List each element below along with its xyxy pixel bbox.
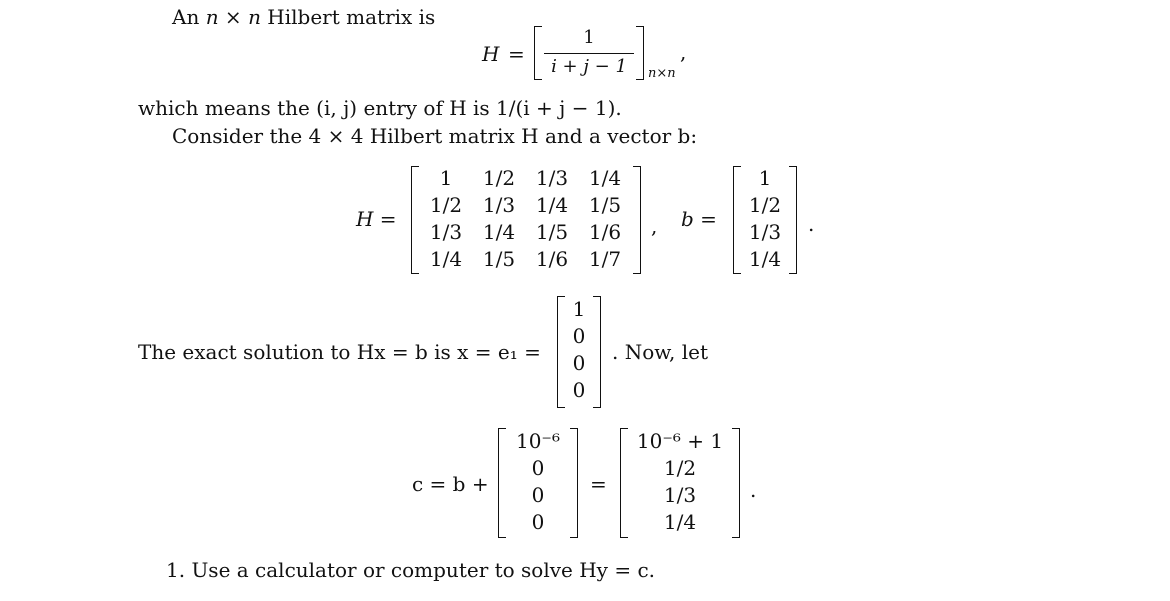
intro-prefix: An (172, 5, 206, 29)
meaning-line: which means the (i, j) entry of H is 1/(i + j − 1). (138, 96, 622, 120)
intro-suffix: Hilbert matrix is (260, 5, 436, 29)
hdef-numerator: 1 (583, 27, 595, 48)
hmatrix-cell: 1/6 (535, 247, 569, 271)
hmatrix-cell: 1/3 (535, 166, 569, 190)
b-lhs: b = (681, 207, 717, 231)
pert-cell: 0 (531, 510, 545, 534)
b-cell: 1/2 (748, 193, 782, 217)
b-cell: 1/4 (748, 247, 782, 271)
intro-n1: n (205, 5, 219, 29)
hmatrix-cell: 1/4 (482, 220, 516, 244)
hmatrix-cell: 1/3 (429, 220, 463, 244)
hmatrix-lhs: H = (356, 207, 397, 231)
result-cell: 10⁻⁶ + 1 (636, 429, 724, 453)
pert-cell: 0 (531, 456, 545, 480)
hmatrix-cell: 1/4 (588, 166, 622, 190)
result-cell: 1/2 (663, 456, 697, 480)
hdef-denominator: i + j − 1 (551, 56, 627, 77)
task-text: Use a calculator or computer to solve Hy = c. (191, 558, 656, 582)
exact-after: . Now, let (612, 340, 708, 364)
pert-cell: 0 (531, 483, 545, 507)
hmatrix-cell: 1/6 (588, 220, 622, 244)
result-cell: 1/3 (663, 483, 697, 507)
c-period: . (750, 478, 757, 502)
b-cell: 1 (758, 166, 772, 190)
task-number: 1. (166, 558, 186, 582)
hdef-fraction-line (544, 53, 634, 54)
hdef-eq: = (508, 42, 525, 66)
hmatrix-cell: 1/7 (588, 247, 622, 271)
intro-line (172, 5, 435, 29)
b-cell: 1/3 (748, 220, 782, 244)
hmatrix-cell: 1/5 (482, 247, 516, 271)
intro-times: × (218, 5, 249, 29)
result-cell: 1/4 (663, 510, 697, 534)
hmatrix-cell: 1/4 (535, 193, 569, 217)
hmatrix-cell: 1/4 (429, 247, 463, 271)
hmatrix-cell: 1/5 (588, 193, 622, 217)
pert-cell: 10⁻⁶ (515, 429, 561, 453)
e1-cell: 0 (572, 351, 586, 375)
hdef-trail: , (680, 40, 687, 64)
e1-cell: 0 (572, 324, 586, 348)
c-lhs: c = b + (412, 472, 489, 496)
intro-n2: n (248, 5, 261, 29)
c-eq: = (590, 472, 607, 496)
exact-text: The exact solution to Hx = b is x = e₁ = (138, 340, 541, 364)
hmatrix-cell: 1/3 (482, 193, 516, 217)
task-line (166, 558, 655, 582)
b-period: . (808, 212, 815, 236)
hmatrix-cell: 1/5 (535, 220, 569, 244)
hmatrix-cell: 1 (439, 166, 453, 190)
hmatrix-cell: 1/2 (429, 193, 463, 217)
hdef-subscript: n×n (648, 66, 676, 81)
consider-line: Consider the 4 × 4 Hilbert matrix H and a vector b: (172, 124, 698, 148)
e1-cell: 0 (572, 378, 586, 402)
hdef-lhs: H (482, 42, 500, 66)
hmatrix-cell: 1/2 (482, 166, 516, 190)
hmatrix-comma: , (651, 214, 658, 238)
e1-cell: 1 (572, 297, 586, 321)
